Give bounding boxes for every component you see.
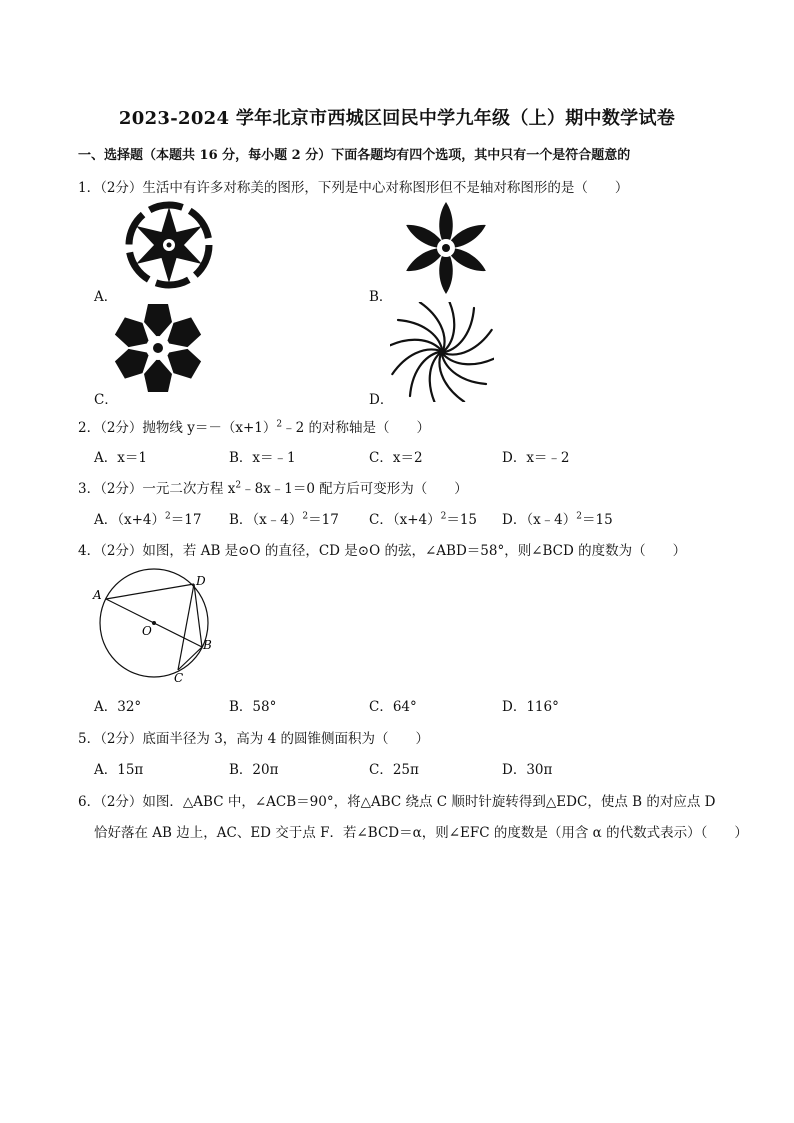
q2-option-b: B．x＝﹣1 bbox=[229, 450, 296, 466]
q4-option-c: C．64° bbox=[369, 699, 417, 715]
q2-stem-sup: 2 bbox=[276, 419, 283, 430]
q3-option-a: A．$(x+4)^2=17$ bbox=[94, 511, 202, 528]
q3-option-d: D．（x﹣4）$^2$＝15 bbox=[502, 511, 613, 528]
figure-1d-swirl bbox=[390, 302, 494, 402]
segment-db bbox=[194, 584, 202, 647]
label-a: A bbox=[93, 588, 102, 602]
q5-option-d: D．30π bbox=[502, 762, 553, 778]
page-title: 2023-2024 学年北京市西城区回民中学九年级（上）期中数学试卷 bbox=[118, 108, 676, 129]
figure-1a-star-rosette bbox=[116, 200, 222, 290]
q1-option-c: C． bbox=[94, 392, 118, 408]
figure-4-circle-diagram bbox=[90, 568, 220, 686]
q2-stem-pre: 2．（2分）抛物线 y＝－（x+1） bbox=[78, 420, 277, 436]
q5-option-b: B．20π bbox=[229, 762, 279, 778]
question-1-stem: 1．（2分）生活中有许多对称美的图形，下列是中心对称图形但不是轴对称图形的是（ ） bbox=[78, 180, 629, 196]
q3-stem-sup: 2 bbox=[235, 480, 242, 491]
question-6-line-1: 6．（2分）如图．△ABC 中，∠ACB＝90°，将△ABC 绕点 C 顺时针旋转得到△EDC，使点 B 的对应点 D bbox=[78, 794, 716, 810]
q2-stem-post: ﹣2 的对称轴是（ ） bbox=[282, 420, 430, 436]
label-d: D bbox=[196, 574, 206, 588]
section-heading: 一、选择题（本题共 16 分，每小题 2 分）下面各题均有四个选项，其中只有一个是符合题意的 bbox=[78, 148, 631, 163]
q1-option-b: B． bbox=[369, 289, 393, 305]
q1-option-a: A． bbox=[94, 289, 118, 305]
q3-option-b: B．（x﹣4）$^2$＝17 bbox=[229, 511, 339, 528]
q2-option-a: A．x＝1 bbox=[94, 450, 147, 466]
q5-option-a: A．15π bbox=[94, 762, 144, 778]
question-6-line-2: 恰好落在 AB 边上，AC、ED 交于点 F．若∠BCD＝α，则∠EFC 的度数是（用含 α 的代数式表示）（ ） bbox=[94, 825, 748, 841]
q1-option-d: D． bbox=[369, 392, 394, 408]
segment-ad bbox=[106, 584, 194, 599]
question-5-stem: 5．（2分）底面半径为 3，高为 4 的圆锥侧面积为（ ） bbox=[78, 731, 429, 747]
figure-1c-hexagon-flower bbox=[112, 302, 204, 394]
label-o: O bbox=[142, 624, 152, 638]
label-b: B bbox=[203, 638, 212, 652]
q3-stem-pre: 3．（2分）一元二次方程 x bbox=[78, 481, 236, 497]
q3-stem-post: ﹣8x﹣1＝0 配方后可变形为（ ） bbox=[241, 481, 468, 497]
q2-option-c: C．x＝2 bbox=[369, 450, 423, 466]
q4-option-b: B．58° bbox=[229, 699, 277, 715]
q3-option-c: C．$(x+4)^2=15$ bbox=[369, 511, 478, 528]
question-3-stem bbox=[78, 477, 468, 497]
q4-option-d: D．116° bbox=[502, 699, 559, 715]
label-c: C bbox=[174, 671, 184, 685]
center-point bbox=[152, 621, 156, 625]
figure-1b-flower bbox=[390, 198, 502, 298]
q2-option-d: D．x＝﹣2 bbox=[502, 450, 570, 466]
question-2-stem bbox=[78, 416, 430, 436]
question-4-stem: 4．（2分）如图，若 AB 是⊙O 的直径，CD 是⊙O 的弦，∠ABD＝58°，则∠BCD 的度数为（ ） bbox=[78, 543, 687, 559]
q4-option-a: A．32° bbox=[94, 699, 142, 715]
q5-option-c: C．25π bbox=[369, 762, 419, 778]
